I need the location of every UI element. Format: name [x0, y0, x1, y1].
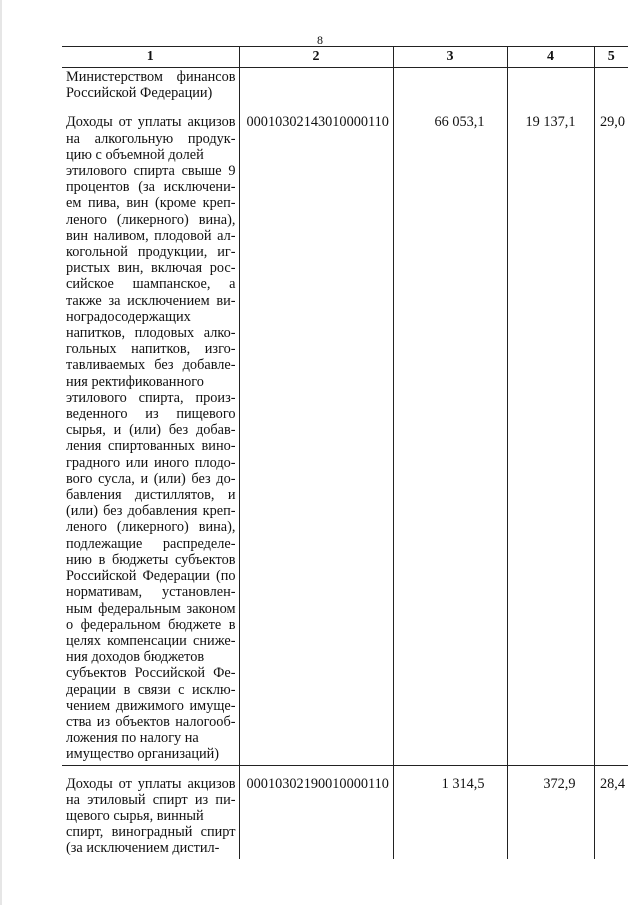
- row-name-line: Российской Федерации (по: [66, 568, 236, 585]
- row-code: 00010302190010000110: [239, 766, 393, 859]
- row-name-line: этилового спирта, произ-: [66, 389, 236, 406]
- row-name-line: этилового спирта свыше 9: [66, 163, 236, 180]
- row-name-line: имущество организаций): [66, 746, 220, 763]
- row-name-line: леного (ликерного) вина),: [66, 211, 236, 228]
- row-value-5: 28,4: [594, 766, 628, 859]
- page-number: 8: [317, 33, 323, 47]
- row-name-line: целях компенсации сниже-: [66, 632, 236, 649]
- row-name-line: на алкогольную продук-: [66, 130, 236, 147]
- row-value-4: 19 137,1: [507, 104, 594, 765]
- row-name-line: Доходы от уплаты акцизов: [66, 775, 236, 792]
- header-row: [62, 47, 628, 68]
- row-value-3: 66 053,1: [393, 104, 507, 765]
- row-value-4: 372,9: [507, 766, 594, 859]
- row-name: [62, 766, 239, 859]
- row-name-line: дерации в связи с исклю-: [66, 681, 236, 698]
- row-code: [239, 68, 393, 105]
- header-col-1: 1: [62, 47, 239, 68]
- header-col-3: 3: [393, 47, 507, 68]
- row-name: [62, 68, 239, 105]
- row-name-line: сийское шампанское, а: [66, 276, 236, 293]
- row-name: [62, 104, 239, 765]
- row-value-5: [594, 68, 628, 105]
- row-name-line: цию с объемной долей: [66, 146, 204, 163]
- row-code: 00010302143010000110: [239, 104, 393, 765]
- row-name-line: ния доходов бюджетов: [66, 649, 205, 666]
- row-name-line: бавления дистиллятов, и: [66, 487, 236, 504]
- row-name-line: ния ректификованного: [66, 373, 204, 390]
- row-name-line: подлежащие распределе-: [66, 535, 236, 552]
- row-name-line: напитков, плодовых алко-: [66, 325, 236, 342]
- row-name-line: спирт, виноградный спирт: [66, 824, 236, 841]
- row-name-line: Российской Федерации): [66, 85, 213, 102]
- row-name-line: на этиловый спирт из пи-: [66, 791, 236, 808]
- scan-margin: [0, 0, 2, 905]
- table-body: [62, 68, 628, 859]
- table-row: [62, 68, 628, 105]
- row-name-line: процентов (за исключени-: [66, 179, 236, 196]
- row-name-line: леного (ликерного) вина),: [66, 519, 236, 536]
- row-value-5: 29,0: [594, 104, 628, 765]
- row-name-line: чением движимого имуще-: [66, 697, 236, 714]
- row-name-line: (или) без добавления креп-: [66, 503, 236, 520]
- revenue-table: [62, 46, 628, 859]
- header-col-5: 5: [594, 47, 628, 68]
- row-name-line: ства из объектов налогооб-: [66, 713, 236, 730]
- row-name-line: сырья, и (или) без добав-: [66, 422, 236, 439]
- row-name-line: ем пива, вин (кроме креп-: [66, 195, 236, 212]
- row-name-line: когольной продукции, иг-: [66, 244, 236, 261]
- row-name-line: вого сусла, и (или) без до-: [66, 470, 236, 487]
- row-name-line: нормативам, установлен-: [66, 584, 236, 601]
- row-name-line: о федеральном бюджете в: [66, 616, 236, 633]
- header-col-4: 4: [507, 47, 594, 68]
- row-name-line: субъектов Российской Фе-: [66, 665, 236, 682]
- row-name-line: нию в бюджеты субъектов: [66, 551, 236, 568]
- row-name-line: (за исключением дистил-: [66, 840, 220, 857]
- row-value-3: 1 314,5: [393, 766, 507, 859]
- row-value-4: [507, 68, 594, 105]
- row-name-line: веденного из пищевого: [66, 406, 236, 423]
- row-name-line: ноградосодержащих: [66, 308, 191, 325]
- row-name-line: ристых вин, включая рос-: [66, 260, 236, 277]
- table-row: [62, 104, 628, 765]
- row-name-line: Доходы от уплаты акцизов: [66, 114, 236, 131]
- row-name-line: щевого сырья, винный: [66, 807, 204, 824]
- table-row: [62, 766, 628, 859]
- row-name-line: ным федеральным законом: [66, 600, 236, 617]
- row-name-line: Министерством финансов: [66, 69, 236, 85]
- row-name-line: тавливаемых без добавле-: [66, 357, 236, 374]
- row-value-3: [393, 68, 507, 105]
- row-name-line: ления спиртованных вино-: [66, 438, 236, 455]
- header-col-2: 2: [239, 47, 393, 68]
- row-name-line: ложения по налогу на: [66, 730, 199, 747]
- row-name-line: вин наливом, плодовой ал-: [66, 227, 236, 244]
- row-name-line: гольных напитков, изго-: [66, 341, 236, 358]
- row-name-line: градного или иного плодо-: [66, 454, 236, 471]
- row-name-line: также за исключением ви-: [66, 292, 236, 309]
